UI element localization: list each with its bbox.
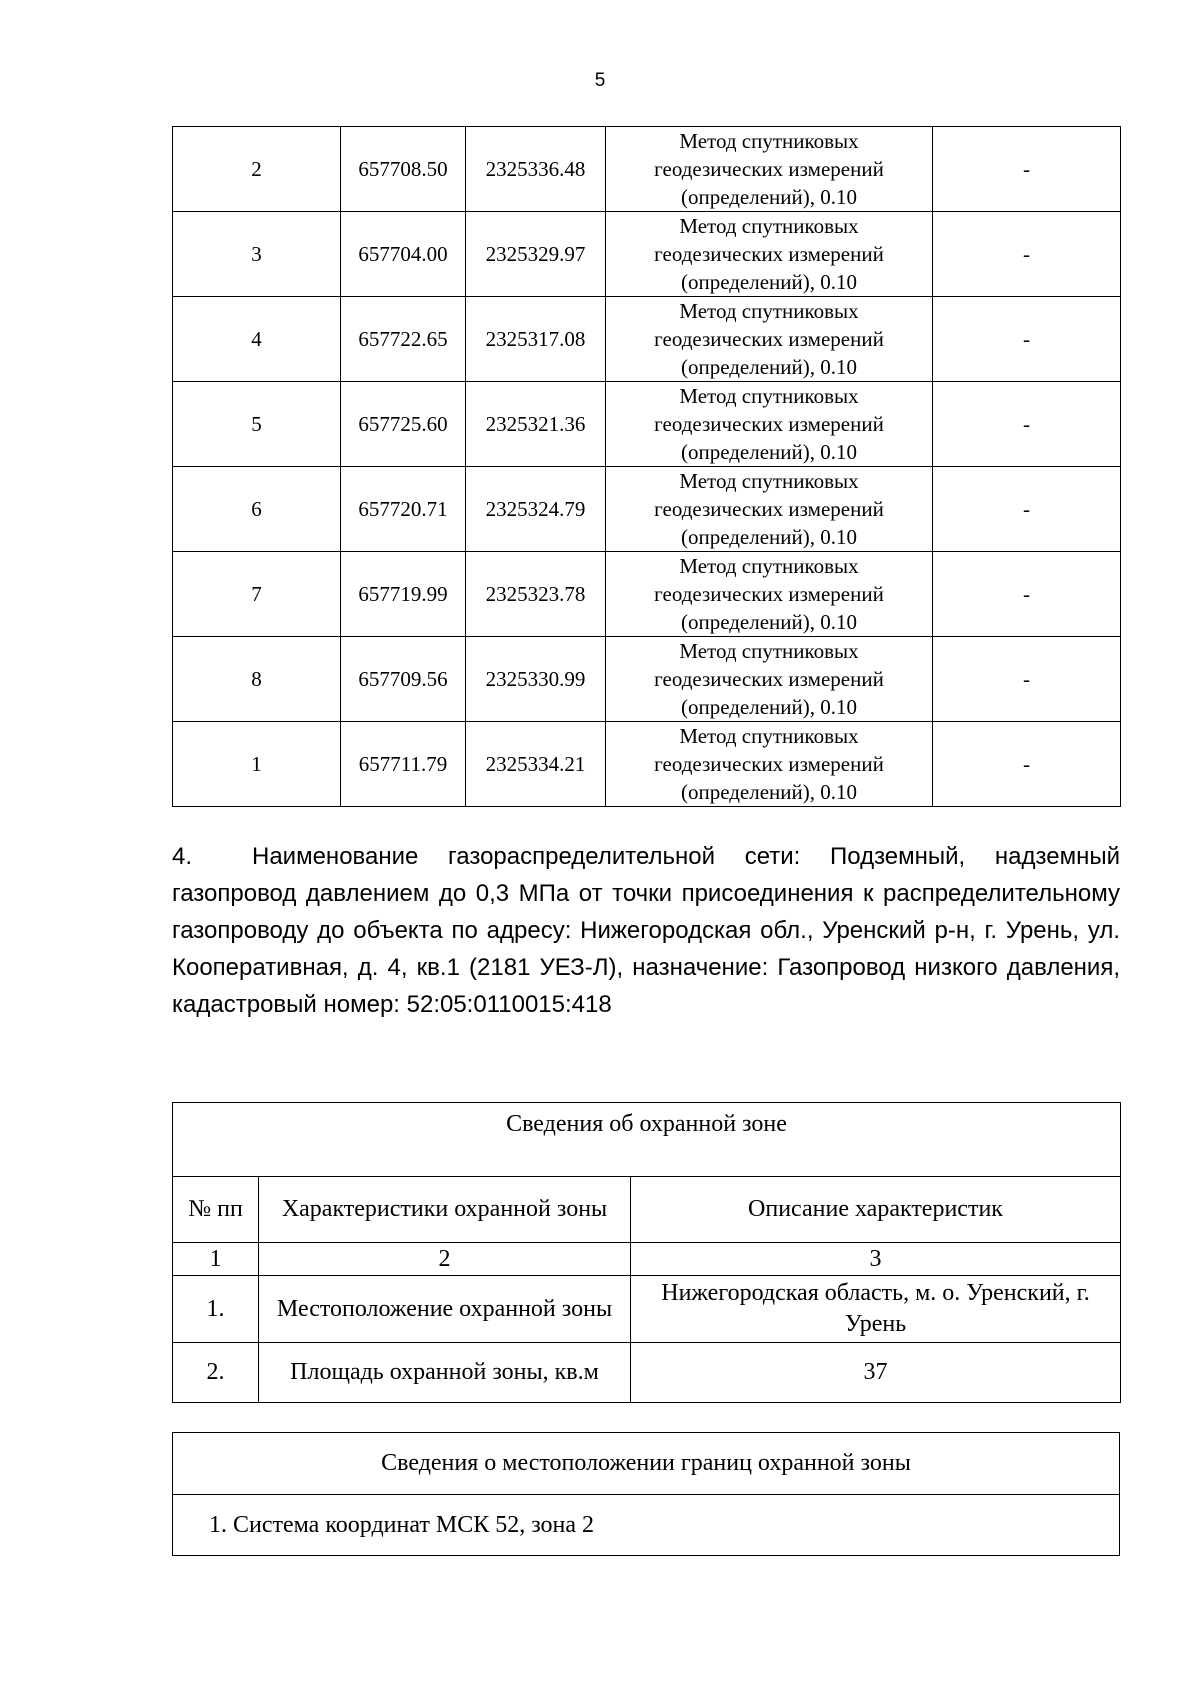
table-row <box>173 127 1121 212</box>
table-row <box>173 212 1121 297</box>
boundaries-table <box>172 1432 1120 1556</box>
col-number-1: 1 <box>173 1243 259 1276</box>
point-number: 4 <box>173 297 341 382</box>
row-description: 37 <box>631 1343 1121 1403</box>
point-number: 7 <box>173 552 341 637</box>
method-line-3: (определений), 0.10 <box>680 440 858 464</box>
method-line-2: геодезических измерений <box>654 752 884 776</box>
header-description: Описание характеристик <box>631 1177 1121 1243</box>
y-coordinate: 2325321.36 <box>466 382 606 467</box>
y-coordinate: 2325323.78 <box>466 552 606 637</box>
method-line-3: (определений), 0.10 <box>680 185 858 209</box>
x-coordinate: 657711.79 <box>341 722 466 807</box>
x-coordinate: 657725.60 <box>341 382 466 467</box>
method-line-1: Метод спутниковых <box>679 214 859 238</box>
method-line-1: Метод спутниковых <box>679 129 859 153</box>
row-characteristic: Местоположение охранной зоны <box>259 1276 631 1343</box>
y-coordinate: 2325329.97 <box>466 212 606 297</box>
method-line-3: (определений), 0.10 <box>680 355 858 379</box>
method-line-2: геодезических измерений <box>654 667 884 691</box>
method-line-2: геодезических измерений <box>654 242 884 266</box>
method-line-1: Метод спутниковых <box>679 554 859 578</box>
method-line-1: Метод спутниковых <box>679 299 859 323</box>
note: - <box>933 297 1121 382</box>
x-coordinate: 657722.65 <box>341 297 466 382</box>
note: - <box>933 127 1121 212</box>
point-number: 5 <box>173 382 341 467</box>
table-row <box>173 297 1121 382</box>
note: - <box>933 552 1121 637</box>
note: - <box>933 467 1121 552</box>
point-number: 6 <box>173 467 341 552</box>
header-number: № пп <box>173 1177 259 1243</box>
method <box>606 297 933 382</box>
y-coordinate: 2325324.79 <box>466 467 606 552</box>
y-coordinate: 2325336.48 <box>466 127 606 212</box>
y-coordinate: 2325330.99 <box>466 637 606 722</box>
point-number: 3 <box>173 212 341 297</box>
method-line-1: Метод спутниковых <box>679 639 859 663</box>
note: - <box>933 382 1121 467</box>
method-line-2: геодезических измерений <box>654 157 884 181</box>
method-line-2: геодезических измерений <box>654 412 884 436</box>
y-coordinate: 2325334.21 <box>466 722 606 807</box>
method <box>606 212 933 297</box>
x-coordinate: 657719.99 <box>341 552 466 637</box>
zone-table-title: Сведения об охранной зоне <box>173 1103 1121 1177</box>
point-number: 1 <box>173 722 341 807</box>
x-coordinate: 657704.00 <box>341 212 466 297</box>
x-coordinate: 657708.50 <box>341 127 466 212</box>
method-line-1: Метод спутниковых <box>679 724 859 748</box>
method-line-3: (определений), 0.10 <box>680 695 858 719</box>
section-4-paragraph <box>172 838 1120 1023</box>
method <box>606 722 933 807</box>
note: - <box>933 722 1121 807</box>
row-description: Нижегородская область, м. о. Уренский, г. Урень <box>631 1276 1121 1343</box>
row-characteristic: Площадь охранной зоны, кв.м <box>259 1343 631 1403</box>
method-line-3: (определений), 0.10 <box>680 610 858 634</box>
method <box>606 467 933 552</box>
x-coordinate: 657709.56 <box>341 637 466 722</box>
boundaries-table-title: Сведения о местоположении границ охранной зоны <box>173 1433 1120 1495</box>
row-number: 1. <box>173 1276 259 1343</box>
method <box>606 552 933 637</box>
col-number-3: 3 <box>631 1243 1121 1276</box>
method <box>606 127 933 212</box>
table-row <box>173 552 1121 637</box>
coordinates-table <box>172 126 1121 807</box>
method-line-3: (определений), 0.10 <box>680 270 858 294</box>
point-number: 2 <box>173 127 341 212</box>
method-line-2: геодезических измерений <box>654 582 884 606</box>
method-line-2: геодезических измерений <box>654 327 884 351</box>
table-row <box>173 467 1121 552</box>
coordinate-system-item: 1. Система координат МСК 52, зона 2 <box>173 1495 1120 1556</box>
section-text: Наименование газораспределительной сети: Подземный, надземный газопровод давлением до 0,3 МПа от точки присоединения к распределительному газопроводу до объекта по адресу: Нижегородская обл., Уренский р-н, г. Урень, ул. Кооперативная, д. 4, кв.1 (2181 УЕЗ-Л), назначение: Газопровод низкого давления, кадастровый номер: 52:05:0110015:418 <box>172 843 1120 1018</box>
point-number: 8 <box>173 637 341 722</box>
note: - <box>933 637 1121 722</box>
method-line-1: Метод спутниковых <box>679 469 859 493</box>
table-row <box>173 637 1121 722</box>
col-number-2: 2 <box>259 1243 631 1276</box>
y-coordinate: 2325317.08 <box>466 297 606 382</box>
note: - <box>933 212 1121 297</box>
page-number: 5 <box>594 70 606 91</box>
table-row <box>173 722 1121 807</box>
header-characteristic: Характеристики охранной зоны <box>259 1177 631 1243</box>
method-line-3: (определений), 0.10 <box>680 780 858 804</box>
method-line-3: (определений), 0.10 <box>680 525 858 549</box>
row-number: 2. <box>173 1343 259 1403</box>
method <box>606 637 933 722</box>
method <box>606 382 933 467</box>
protected-zone-table <box>172 1102 1121 1403</box>
table-row <box>173 382 1121 467</box>
section-number: 4. <box>172 843 193 870</box>
method-line-2: геодезических измерений <box>654 497 884 521</box>
method-line-1: Метод спутниковых <box>679 384 859 408</box>
x-coordinate: 657720.71 <box>341 467 466 552</box>
